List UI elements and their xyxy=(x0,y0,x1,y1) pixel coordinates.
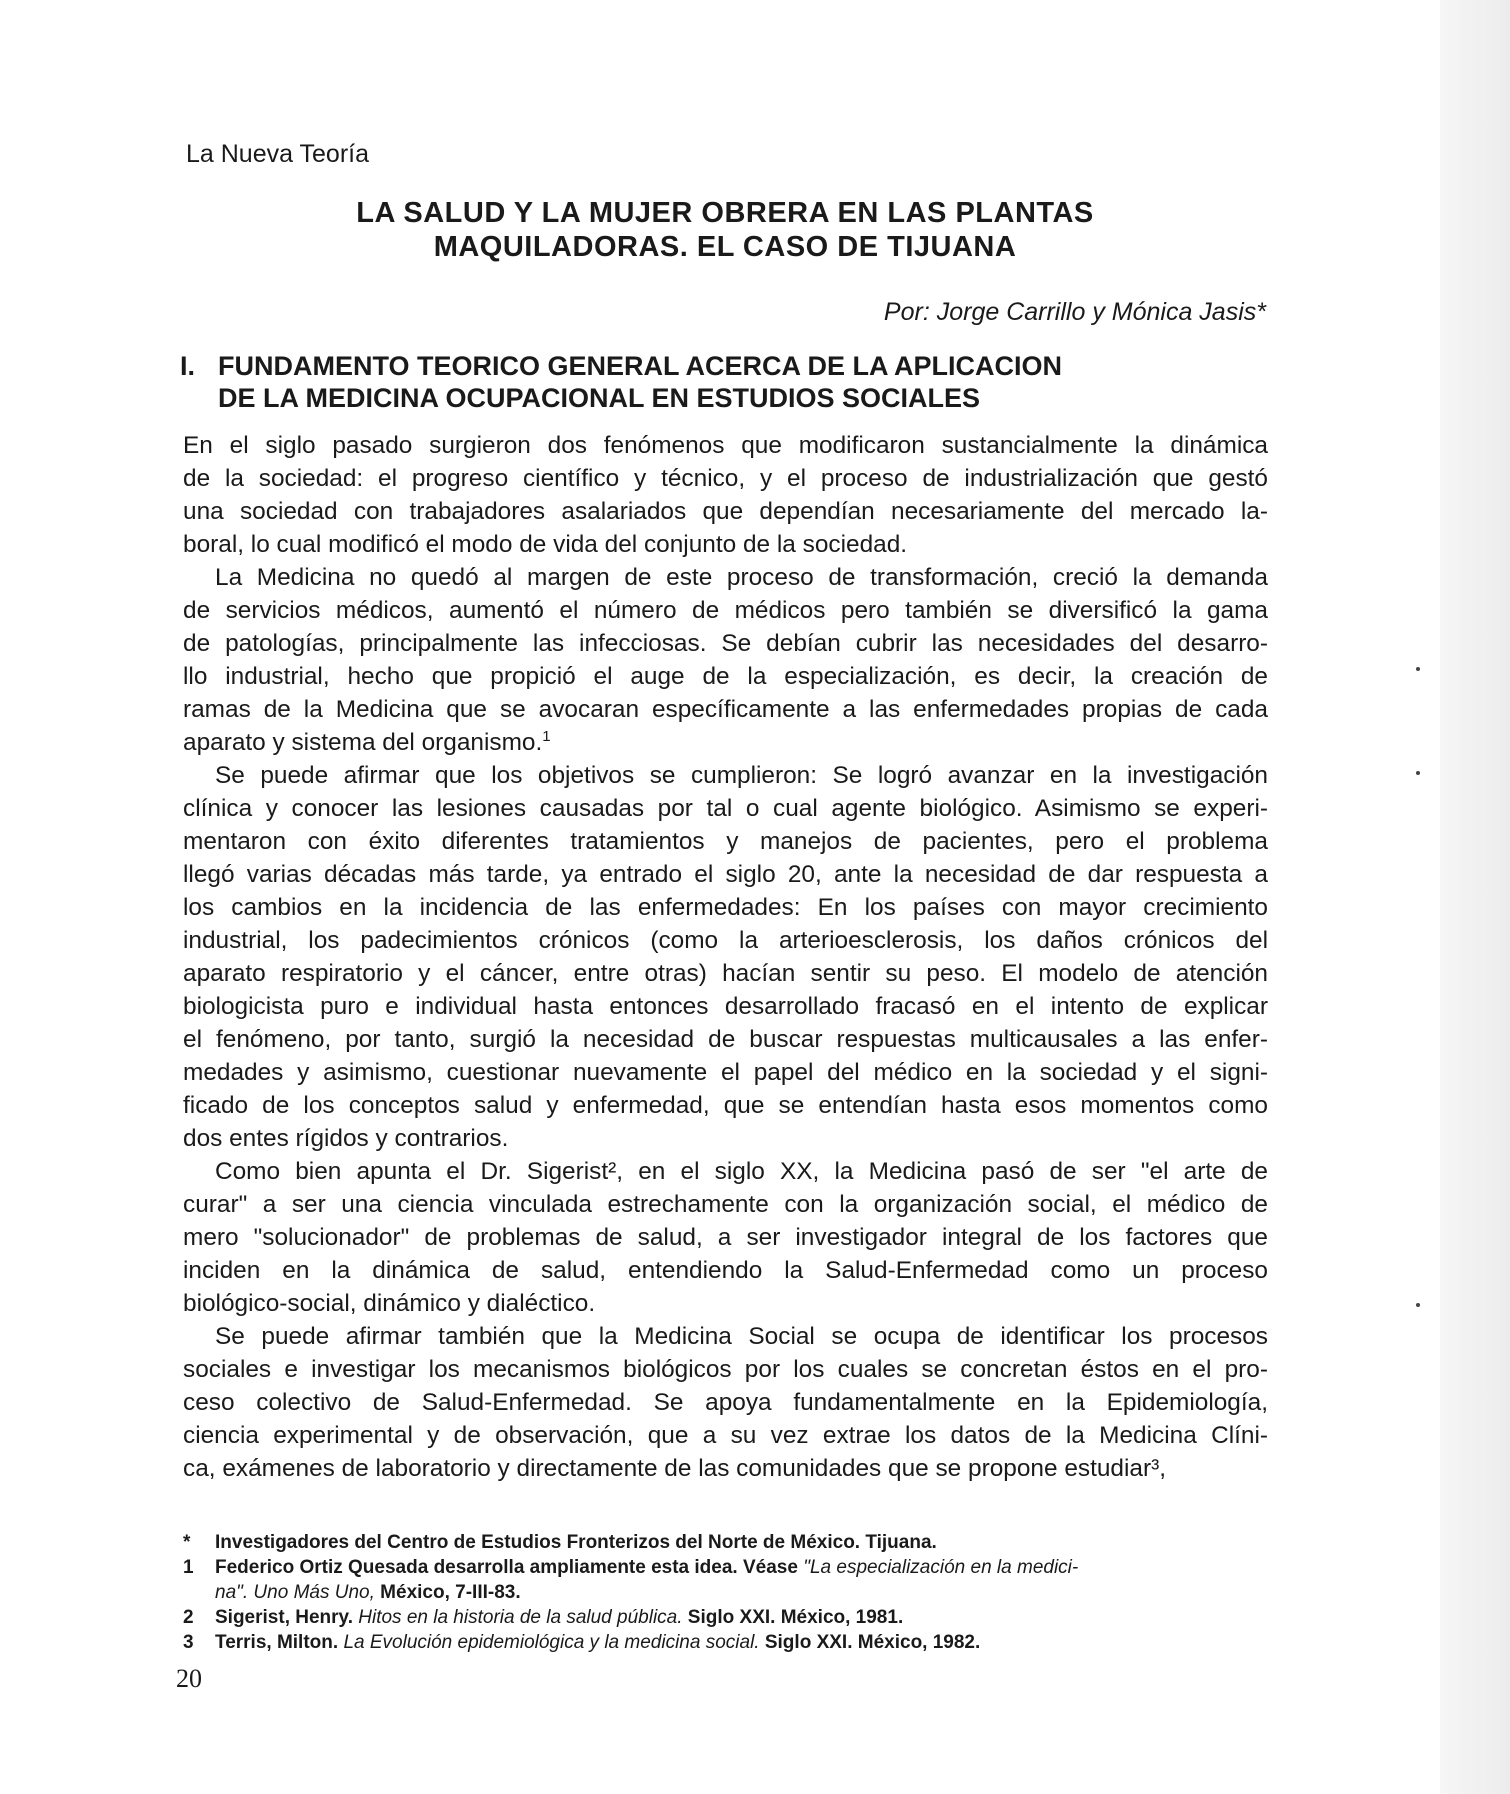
article-title xyxy=(200,196,1250,264)
footnote-italic: "La especialización en la medici- xyxy=(803,1557,1079,1578)
text-line: industrial, los padecimientos crónicos (como la arterioesclerosis, los daños crónicos del xyxy=(183,927,1268,954)
footnote-3 xyxy=(183,1630,1268,1655)
page-number: 20 xyxy=(176,1664,202,1693)
footnote-italic: na". Uno Más Uno, xyxy=(215,1582,375,1603)
section-heading-line-1: FUNDAMENTO TEORICO GENERAL ACERCA DE LA APLICACION xyxy=(218,351,1063,381)
text-line: curar" a ser una ciencia vinculada estrechamente con la organización social, el médico de xyxy=(183,1191,1268,1218)
author-byline: Por: Jorge Carrillo y Mónica Jasis* xyxy=(883,298,1266,326)
section-heading xyxy=(180,350,1180,414)
text-line: biologicista puro e individual hasta entonces desarrollado fracasó en el intento de explicar xyxy=(183,993,1268,1020)
scan-speck xyxy=(1416,667,1420,671)
footnote-2 xyxy=(183,1605,1268,1630)
title-line-2: MAQUILADORAS. EL CASO DE TIJUANA xyxy=(433,231,1017,263)
text-line: sociales e investigar los mecanismos biológicos por los cuales se concretan éstos en el pro- xyxy=(183,1356,1268,1383)
text-line: los cambios en la incidencia de las enfermedades: En los países con mayor crecimiento xyxy=(183,894,1268,921)
footnote-text: Sigerist, Henry. xyxy=(215,1607,353,1628)
text-line: una sociedad con trabajadores asalariados que dependían necesariamente del mercado la- xyxy=(183,498,1268,525)
text-line: medades y asimismo, cuestionar nuevamente el papel del médico en la sociedad y el signi- xyxy=(183,1059,1268,1086)
page-edge-shadow xyxy=(1440,0,1510,1794)
text-line: de patologías, principalmente las infecciosas. Se debían cubrir las necesidades del desarro- xyxy=(183,630,1268,657)
footnote-text: Siglo XXI. México, 1981. xyxy=(687,1607,904,1628)
footnote-mark: 2 xyxy=(183,1607,194,1628)
section-heading-line-2: DE LA MEDICINA OCUPACIONAL EN ESTUDIOS SOCIALES xyxy=(218,383,981,413)
text-line: Se puede afirmar que los objetivos se cumplieron: Se logró avanzar en la investigación xyxy=(215,762,1268,789)
text-line: llo industrial, hecho que propició el auge de la especialización, es decir, la creación de xyxy=(183,663,1268,690)
text-line: biológico-social, dinámico y dialéctico. xyxy=(183,1290,596,1317)
text-line: En el siglo pasado surgieron dos fenómenos que modificaron sustancialmente la dinámica xyxy=(183,432,1268,459)
body-paragraph xyxy=(183,1320,1268,1485)
body-paragraph xyxy=(183,429,1268,561)
footnote-reference: 1 xyxy=(542,727,551,745)
text-line: aparato respiratorio y el cáncer, entre otras) hacían sentir su peso. El modelo de atención xyxy=(183,960,1268,987)
body-text xyxy=(183,429,1268,1485)
text-line: de servicios médicos, aumentó el número de médicos pero también se diversificó la gama xyxy=(183,597,1268,624)
scan-speck xyxy=(1416,771,1420,775)
text-line: ramas de la Medicina que se avocaran específicamente a las enfermedades propias de cada xyxy=(183,696,1268,723)
body-paragraph xyxy=(183,759,1268,1155)
footnote-italic: La Evolución epidemiológica y la medicina social. xyxy=(343,1632,760,1653)
footnote-text: Siglo XXI. México, 1982. xyxy=(764,1632,981,1653)
title-line-1: LA SALUD Y LA MUJER OBRERA EN LAS PLANTAS xyxy=(356,197,1094,229)
text-line: mentaron con éxito diferentes tratamientos y manejos de pacientes, pero el problema xyxy=(183,828,1268,855)
section-number: I. xyxy=(180,351,196,381)
footnote-1 xyxy=(183,1555,1268,1605)
text-line: inciden en la dinámica de salud, entendiendo la Salud-Enfermedad como un proceso xyxy=(183,1257,1268,1284)
footnote-mark: 1 xyxy=(183,1557,194,1578)
text-line: dos entes rígidos y contrarios. xyxy=(183,1125,509,1152)
text-line: Se puede afirmar también que la Medicina Social se ocupa de identificar los procesos xyxy=(215,1323,1268,1350)
text-line: Como bien apunta el Dr. Sigerist², en el siglo XX, la Medicina pasó de ser "el arte de xyxy=(215,1158,1268,1185)
footnote-text: Terris, Milton. xyxy=(215,1632,339,1653)
text-line: el fenómeno, por tanto, surgió la necesidad de buscar respuestas multicausales a las enfer- xyxy=(183,1026,1268,1053)
footnote-star xyxy=(183,1530,1268,1555)
text-line: ciencia experimental y de observación, que a su vez extrae los datos de la Medicina Clíni- xyxy=(183,1422,1268,1449)
text-line: La Medicina no quedó al margen de este proceso de transformación, creció la demanda xyxy=(215,564,1268,591)
text-line: ficado de los conceptos salud y enfermedad, que se entendían hasta esos momentos como xyxy=(183,1092,1268,1119)
footnotes xyxy=(183,1530,1268,1655)
text-line: boral, lo cual modificó el modo de vida del conjunto de la sociedad. xyxy=(183,531,908,558)
running-header: La Nueva Teoría xyxy=(186,140,369,168)
footnote-text: Investigadores del Centro de Estudios Fronterizos del Norte de México. Tijuana. xyxy=(215,1532,937,1553)
footnote-mark: 3 xyxy=(183,1632,194,1653)
footnote-text: México, 7-III-83. xyxy=(380,1582,521,1603)
text-line: llegó varias décadas más tarde, ya entrado el siglo 20, ante la necesidad de dar respuesta a xyxy=(183,861,1268,888)
body-paragraph xyxy=(183,561,1268,759)
scan-speck xyxy=(1416,1303,1420,1307)
footnote-italic: Hitos en la historia de la salud pública. xyxy=(358,1607,683,1628)
footnote-text: Federico Ortiz Quesada desarrolla ampliamente esta idea. Véase xyxy=(215,1557,798,1578)
body-paragraph xyxy=(183,1155,1268,1320)
text-line: de la sociedad: el progreso científico y técnico, y el proceso de industrialización que gestó xyxy=(183,465,1268,492)
text-line: ca, exámenes de laboratorio y directamente de las comunidades que se propone estudiar³, xyxy=(183,1455,1166,1482)
text-line: mero "solucionador" de problemas de salud, a ser investigador integral de los factores que xyxy=(183,1224,1268,1251)
text-line: ceso colectivo de Salud-Enfermedad. Se apoya fundamentalmente en la Epidemiología, xyxy=(183,1389,1268,1416)
text-line: clínica y conocer las lesiones causadas por tal o cual agente biológico. Asimismo se experi- xyxy=(183,795,1268,822)
text-line: aparato y sistema del organismo.$^1$ xyxy=(183,727,551,756)
footnote-mark: * xyxy=(183,1532,191,1553)
